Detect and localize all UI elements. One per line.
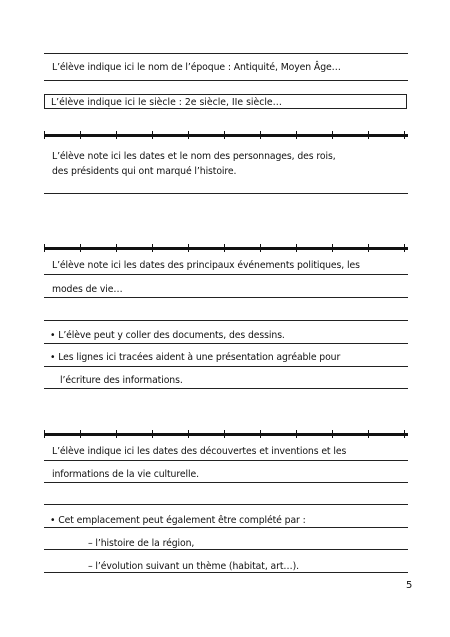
timeline-tick <box>80 244 81 252</box>
timeline-tick <box>152 430 153 438</box>
timeline-tick <box>188 430 189 438</box>
timeline-tick <box>44 244 45 252</box>
timeline-tick <box>296 131 297 139</box>
timeline-ruler <box>44 131 408 139</box>
timeline-tick <box>224 430 225 438</box>
timeline-bar <box>44 247 408 250</box>
timeline-tick <box>224 244 225 252</box>
timeline-tick <box>116 430 117 438</box>
timeline-tick <box>116 244 117 252</box>
timeline-tick <box>368 131 369 139</box>
culture-instruction-line2: informations de la vie culturelle. <box>52 469 199 480</box>
rule-line <box>44 549 408 550</box>
rule-line <box>44 80 408 81</box>
timeline-tick <box>224 131 225 139</box>
rule-line <box>44 504 408 505</box>
timeline-tick <box>80 131 81 139</box>
documents-bullet-2-line2: l’écriture des informations. <box>60 375 183 386</box>
timeline-tick <box>152 244 153 252</box>
timeline-tick <box>188 244 189 252</box>
events-instruction-line1: L’élève note ici les dates des principaux événements politiques, les <box>52 260 360 271</box>
rule-line <box>44 366 408 367</box>
rule-line <box>44 572 408 573</box>
timeline-tick <box>296 244 297 252</box>
timeline-tick <box>332 131 333 139</box>
timeline-ruler <box>44 244 408 252</box>
people-instruction-line2: des présidents qui ont marqué l’histoire. <box>52 166 237 177</box>
rule-line <box>44 482 408 483</box>
timeline-tick <box>188 131 189 139</box>
complement-item-2: – l’évolution suivant un thème (habitat, art…). <box>88 561 299 572</box>
rule-line <box>44 297 408 298</box>
culture-instruction-line1: L’élève indique ici les dates des découvertes et inventions et les <box>52 446 347 457</box>
events-instruction-line2: modes de vie… <box>52 284 123 295</box>
timeline-tick <box>404 244 405 252</box>
timeline-tick <box>116 131 117 139</box>
timeline-bar <box>44 433 408 436</box>
timeline-tick <box>80 430 81 438</box>
timeline-tick <box>152 131 153 139</box>
timeline-tick <box>44 131 45 139</box>
complement-item-1: – l’histoire de la région, <box>88 538 195 549</box>
documents-bullet-2-line1: • Les lignes ici tracées aident à une présentation agréable pour <box>50 352 341 363</box>
timeline-tick <box>368 430 369 438</box>
timeline-tick <box>332 244 333 252</box>
rule-line <box>44 388 408 389</box>
timeline-tick <box>260 131 261 139</box>
rule-line <box>44 527 408 528</box>
rule-line <box>44 53 408 54</box>
rule-line <box>44 320 408 321</box>
timeline-tick <box>404 430 405 438</box>
timeline-tick <box>260 430 261 438</box>
people-instruction-line1: L’élève note ici les dates et le nom des personnages, des rois, <box>52 151 336 162</box>
documents-bullet-1: • L’élève peut y coller des documents, des dessins. <box>50 330 285 341</box>
timeline-tick <box>332 430 333 438</box>
timeline-ruler <box>44 430 408 438</box>
century-instruction: L’élève indique ici le siècle : 2e siècle, IIe siècle… <box>51 97 282 108</box>
rule-line <box>44 460 408 461</box>
rule-line <box>44 274 408 275</box>
complement-intro: • Cet emplacement peut également être complété par : <box>50 515 306 526</box>
rule-line <box>44 343 408 344</box>
timeline-tick <box>368 244 369 252</box>
timeline-bar <box>44 134 408 137</box>
page-number: 5 <box>406 580 413 591</box>
timeline-tick <box>44 430 45 438</box>
timeline-tick <box>404 131 405 139</box>
century-box <box>44 94 407 109</box>
timeline-tick <box>260 244 261 252</box>
era-instruction: L’élève indique ici le nom de l’époque : Antiquité, Moyen Âge… <box>52 62 341 73</box>
timeline-tick <box>296 430 297 438</box>
rule-line <box>44 193 408 194</box>
